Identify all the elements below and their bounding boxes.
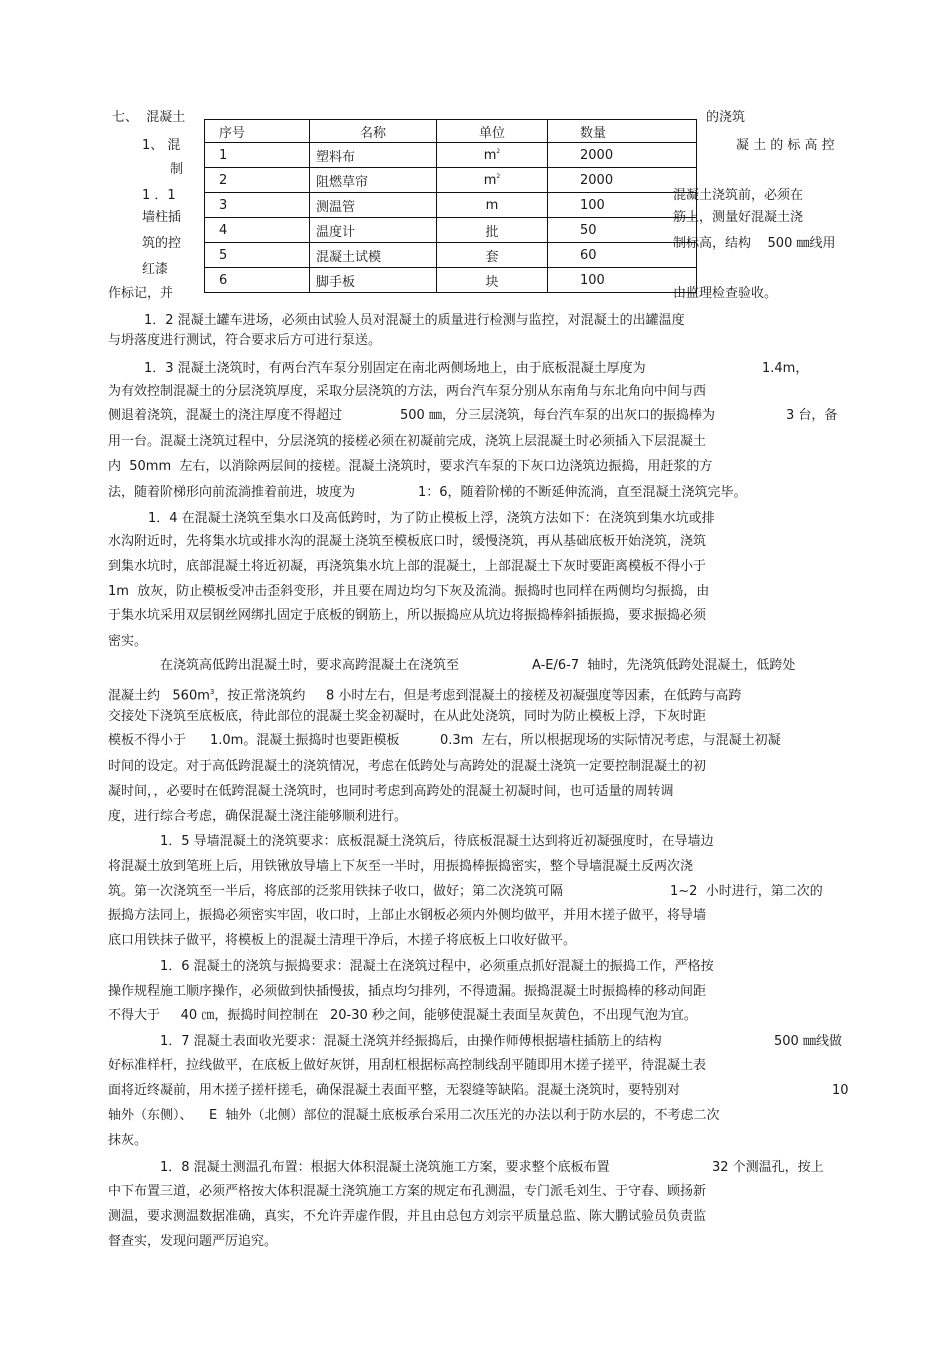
right-col-line: 制标高，结构 500 ㎜线用 [673, 236, 836, 251]
volume-sup: 3 [209, 688, 215, 696]
left-col-line: 作标记，并 [108, 286, 174, 301]
para-1-3-line: 法，随着阶梯形向前流淌推着前进，坡度为 [108, 485, 356, 500]
para-1-2-line: 与坍落度进行测试，符合要求后方可进行泵送。 [108, 333, 382, 348]
para-highlow-line: 在浇筑高低跨出混凝土时，要求高跨混凝土在浇筑至 [160, 658, 460, 673]
para-highlow-line [108, 684, 741, 704]
para-1-3-line: 用一台。混凝土浇筑过程中，分层浇筑的接槎必须在初凝前完成，浇筑上层混凝土时必须插入下层混凝土 [108, 434, 707, 449]
para-1-4-line: 1．4 在混凝土浇筑至集水口及高低跨时，为了防止模板上浮，浇筑方法如下：在浇筑到集水坑或排 [148, 511, 715, 526]
para-1-7-line: 轴外（东侧）、 E 轴外（北侧）部位的混凝土底板承台采用二次压光的办法以利于防水层的，不考虑二次 [108, 1108, 720, 1123]
left-col-line: 1 ．1 [142, 188, 176, 203]
para-1-7-line: 500 ㎜线做 [774, 1034, 842, 1049]
row-name: 测温管 [310, 193, 437, 218]
para-1-6-line: 20-30 秒之间，能够使混凝土表面呈灰黄色，不出现气泡为宜。 [330, 1008, 697, 1023]
table-row [205, 168, 697, 193]
row-unit: m [483, 147, 497, 163]
para-1-3-line: 1.4m， [762, 361, 809, 376]
para-1-3-line: 1：6，随着阶梯的不断延伸流淌，直至混凝土浇筑完毕。 [418, 485, 747, 500]
row-name: 塑料布 [310, 143, 437, 168]
para-1-7-line: 10 [832, 1083, 849, 1098]
para-1-7-line: 面将近终凝前，用木搓子搓杆搓毛，确保混凝土表面平整，无裂缝等缺陷。混凝土浇筑时，要特别对 [108, 1083, 681, 1098]
para-1-3-line: 侧退着浇筑，混凝土的浇注厚度不得超过 [108, 408, 343, 423]
para-highlow-line: A-E/6-7 轴时，先浇筑低跨处混凝土，低跨处 [532, 658, 796, 673]
para-1-6-line: 1．6 混凝土的浇筑与振捣要求：混凝土在浇筑过程中，必须重点抓好混凝土的振捣工作，严格按 [160, 959, 714, 974]
para-1-8-line: 32 个测温孔，按上 [712, 1160, 824, 1175]
row-no: 1 [205, 143, 310, 168]
row-unit: 套 [437, 243, 548, 268]
para-1-2-line: 1．2 混凝土罐车进场，必须由试验人员对混凝土的质量进行检测与监控，对混凝土的出罐温度 [144, 313, 685, 328]
para-1-8-line: 1．8 混凝土测温孔布置：根据大体积混凝土浇筑施工方案，要求整个底板布置 [160, 1160, 610, 1175]
para-1-6-line: 不得大于 40 ㎝，振捣时间控制在 [108, 1008, 319, 1023]
table-row [205, 218, 697, 243]
left-col-line: 墙柱插 [142, 210, 182, 225]
header-cell: 数量 [548, 120, 697, 143]
para-highlow-line: 1.0m。混凝土振捣时也要距模板 [210, 733, 400, 748]
section-title: 七、 混凝土 [112, 110, 186, 125]
row-name: 脚手板 [310, 268, 437, 293]
para-1-8-line: 中下布置三道，必须严格按大体积混凝土浇筑施工方案的规定布孔测温，专门派毛刘生、于守春、顾扬新 [108, 1184, 707, 1199]
row-unit-sup: 2 [496, 172, 501, 180]
row-name: 温度计 [310, 218, 437, 243]
row-qty: 100 [548, 193, 697, 218]
row-qty: 2000 [548, 168, 697, 193]
row-unit-sup: 2 [496, 147, 501, 155]
para-1-5-line: 底口用铁抹子做平，将模板上的混凝土清理干净后，木搓子将底板上口收好做平。 [108, 933, 577, 948]
row-no: 4 [205, 218, 310, 243]
table-row [205, 143, 697, 168]
para-highlow-line: 时间的设定。对于高低跨混凝土的浇筑情况，考虑在低跨处与高跨处的混凝土浇筑一定要控制混凝土的初 [108, 759, 707, 774]
para-highlow-line: 模板不得小于 [108, 733, 187, 748]
para-1-7-line: 好标准样杆，拉线做平，在底板上做好灰饼，用刮杠根据标高控制线刮平随即用木搓子搓平，待混凝土表 [108, 1058, 707, 1073]
row-unit: 块 [437, 268, 548, 293]
para-1-6-line: 操作规程施工顺序操作，必须做到快插慢拔，插点均匀排列，不得遗漏。振捣混凝土时振捣棒的移动间距 [108, 984, 707, 999]
row-no: 6 [205, 268, 310, 293]
para-1-4-line: 密实。 [108, 634, 148, 649]
para-1-5-line: 1~2 小时进行，第二次的 [670, 884, 823, 899]
para-1-7-line: 1．7 混凝土表面收光要求：混凝土浇筑并经振捣后，由操作师傅根据墙柱插筋上的结构 [160, 1034, 662, 1049]
para-1-3-line: 内 50mm 左右，以消除两层间的接槎。混凝土浇筑时，要求汽车泵的下灰口边浇筑边振捣，用赶浆的方 [108, 459, 713, 474]
row-unit: 批 [437, 218, 548, 243]
section-title-suffix: 的浇筑 [706, 110, 746, 125]
left-col-line: 红漆 [142, 262, 169, 277]
para-1-5-line: 筑。第一次浇筑至一半后，将底部的泛浆用铁抹子收口，做好；第二次浇筑可隔 [108, 884, 564, 899]
row-qty: 2000 [548, 143, 697, 168]
row-no: 5 [205, 243, 310, 268]
left-col-line: 制 [170, 162, 184, 177]
para-1-3-line: 3 台，备 [786, 408, 838, 423]
para-1-3-line: 1．3 混凝土浇筑时，有两台汽车泵分别固定在南北两侧场地上，由于底板混凝土厚度为 [144, 361, 646, 376]
header-cell: 序号 [205, 120, 310, 143]
row-unit: m [437, 193, 548, 218]
para-highlow-line: 0.3m 左右，所以根据现场的实际情况考虑，与混凝土初凝 [440, 733, 781, 748]
table-row [205, 193, 697, 218]
row-no: 2 [205, 168, 310, 193]
para-1-5-line: 将混凝土放到笔班上后，用铁锹放导墙上下灰至一半时，用振捣棒振捣密实，整个导墙混凝土反两次浇 [108, 859, 694, 874]
row-qty: 60 [548, 243, 697, 268]
header-cell: 单位 [437, 120, 548, 143]
header-cell: 名称 [310, 120, 437, 143]
right-col-line: 由监理检查验收。 [673, 286, 778, 301]
para-1-7-line: 抹灰。 [108, 1133, 148, 1148]
left-col-line: 筑的控 [142, 236, 182, 251]
para-1-5-line: 振捣方法同上，振捣必须密实牢固，收口时，上部止水钢板必须内外侧均做平，并用木搓子做平，将导墙 [108, 908, 707, 923]
para-1-3-line: 为有效控制混凝土的分层浇筑厚度，采取分层浇筑的方法，两台汽车泵分别从东南角与东北角向中间与西 [108, 384, 707, 399]
para-1-3-line: 500 ㎜，分三层浇筑，每台汽车泵的出灰口的振捣棒为 [400, 408, 715, 423]
materials-table [204, 119, 697, 293]
para-1-5-line: 1．5 导墙混凝土的浇筑要求：底板混凝土浇筑后，待底板混凝土达到将近初凝强度时，在导墙边 [160, 834, 714, 849]
table-row [205, 243, 697, 268]
right-col-line: 凝 土 的 标 高 控 [736, 138, 835, 153]
row-unit: m [483, 172, 497, 188]
row-qty: 100 [548, 268, 697, 293]
para-highlow-line: 度，进行综合考虑，确保混凝土浇注能够顺利进行。 [108, 809, 408, 824]
para-1-4-line: 1m 放灰，防止模板受冲击歪斜变形，并且要在周边均匀下灰及流淌。振捣时也同样在两侧均匀振捣，由 [108, 584, 710, 599]
right-col-line: 筋上，测量好混凝土浇 [673, 210, 804, 225]
left-col-line: 1、 混 [142, 138, 181, 153]
para-1-4-line: 水沟附近时，先将集水坑或排水沟的混凝土浇筑至模板底口时，缓慢浇筑，再从基础底板开始浇筑，浇筑 [108, 534, 707, 549]
para-1-4-line: 到集水坑时，底部混凝土将近初凝，再浇筑集水坑上部的混凝土，上部混凝土下灰时要距离模板不得小于 [108, 559, 707, 574]
volume-rest: ，按正常浇筑约 8 小时左右，但是考虑到混凝土的接槎及初凝强度等因素，在低跨与高跨 [214, 688, 742, 704]
volume-text: 混凝土约 560m [108, 688, 210, 704]
para-1-8-line: 测温，要求测温数据准确，真实，不允许弄虚作假，并且由总包方刘宗平质量总监、陈大鹏试验员负责监 [108, 1209, 707, 1224]
right-col-line: 混凝土浇筑前，必须在 [673, 188, 804, 203]
para-highlow-line: 交接处下浇筑至底板底，待此部位的混凝土奖金初凝时，在从此处浇筑，同时为防止模板上浮，下灰时距 [108, 709, 707, 724]
row-name: 混凝土试模 [310, 243, 437, 268]
row-no: 3 [205, 193, 310, 218]
row-name: 阻燃草帘 [310, 168, 437, 193]
row-qty: 50 [548, 218, 697, 243]
para-highlow-line: 凝时间，，必要时在低跨混凝土浇筑时，也同时考虑到高跨处的混凝土初凝时间，也可适量的周转调 [108, 784, 674, 799]
table-row [205, 268, 697, 293]
para-1-8-line: 督查实，发现问题严厉追究。 [108, 1234, 278, 1249]
para-1-4-line: 于集水坑采用双层钢丝网绑扎固定于底板的钢筋上，所以振捣应从坑边将振捣棒斜插振捣，要求振捣必须 [108, 608, 707, 623]
table-header-row [205, 120, 697, 143]
